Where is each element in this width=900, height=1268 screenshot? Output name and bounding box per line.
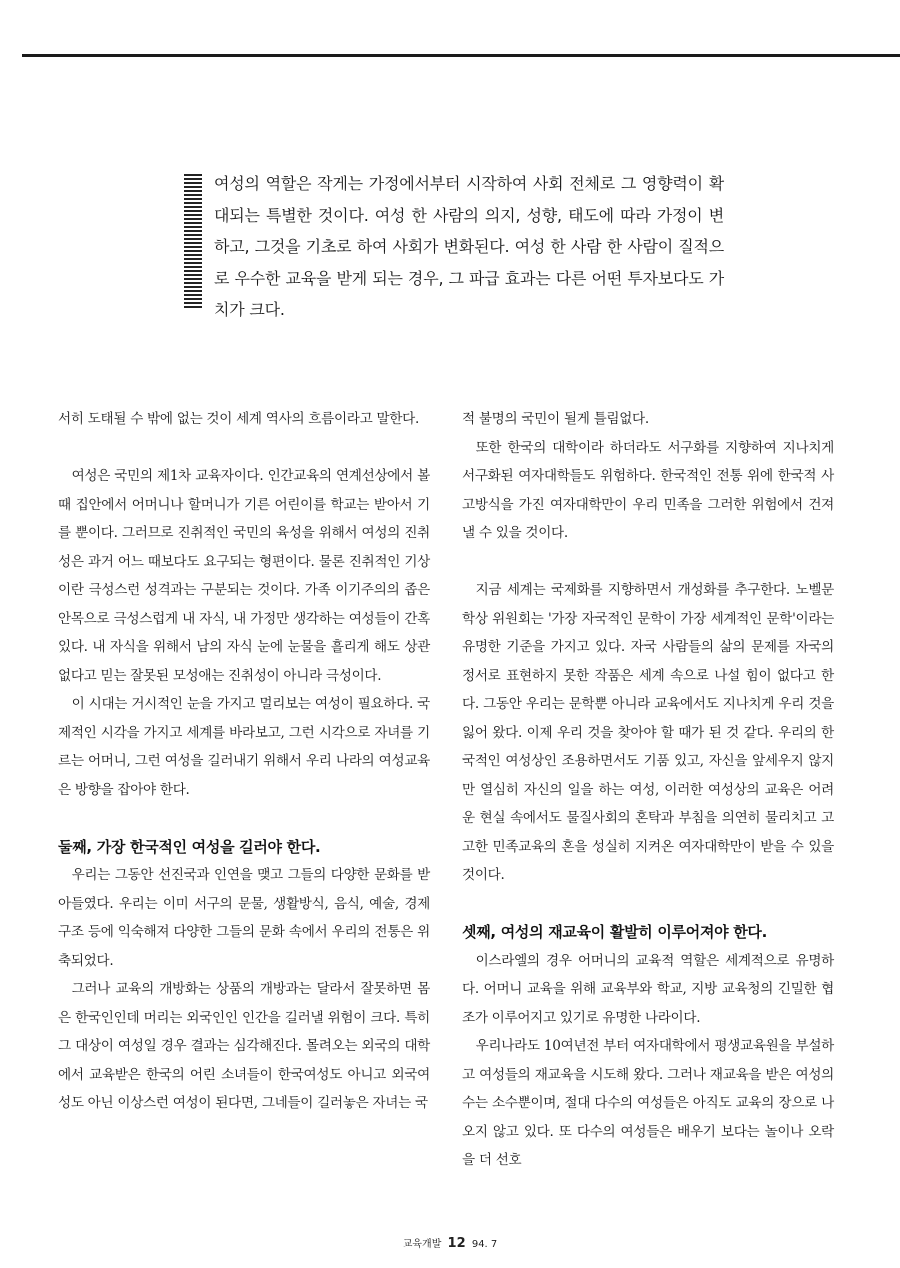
right-paragraph-1: 적 불명의 국민이 될게 틀림없다. xyxy=(462,411,649,427)
right-paragraph-2: 또한 한국의 대학이라 하더라도 서구화를 지향하여 지나치게 서구화된 여자대학들도 위험하다. 한국적인 전통 위에 한국적 사고방식을 가진 여자대학만이 우리 민족을 그러한 위험에서 건져낼 수 있을 것이다. xyxy=(462,439,834,541)
section-heading-3: 셋째, 여성의 재교육이 활발히 이루어져야 한다. xyxy=(462,923,768,941)
left-column xyxy=(58,405,430,1118)
right-column xyxy=(462,405,834,1175)
left-paragraph-5: 그러나 교육의 개방화는 상품의 개방과는 달라서 잘못하면 몸은 한국인인데 머리는 외국인인 인간을 길러낼 위험이 크다. 특히 그 대상이 여성일 경우 결과는 심각해진다. 몰려오는 외국의 대학에서 교육받은 한국의 어린 소녀들이 한국여성도 아니고 외국여성도 아닌 이상스런 여성이 된다면, 그네들이 길러놓은 자녀는 국 xyxy=(58,981,430,1111)
issue-date: 94. 7 xyxy=(471,1239,498,1250)
right-paragraph-3: 지금 세계는 국제화를 지향하면서 개성화를 추구한다. 노벨문학상 위원회는 '가장 자국적인 문학이 가장 세계적인 문학'이라는 유명한 기준을 가지고 있다. 자국 사람들의 삶의 문제를 자국의 정서로 표현하지 못한 작품은 세계 속으로 나설 힘이 없다고 한다. 그동안 우리는 문학뿐 아니라 교육에서도 지나치게 우리 것을 잃어 왔다. 이제 우리 것을 찾아야 할 때가 된 것 같다. 우리의 한국적인 여성상인 조용하면서도 기품 있고, 자신을 앞세우지 않지만 열심히 자신의 일을 하는 여성, 이러한 여성상의 교육은 어려운 현실 속에서도 물질사회의 혼탁과 부침을 의연히 물리치고 고고한 민족교육의 혼을 성실히 지켜온 여자대학만이 받을 수 있을 것이다. xyxy=(462,582,834,883)
left-paragraph-2: 여성은 국민의 제1차 교육자이다. 인간교육의 연계선상에서 볼 때 집안에서 어머니나 할머니가 기른 어린이를 학교는 받아서 기를 뿐이다. 그러므로 진취적인 국민의 육성을 위해서 여성의 진취성은 과거 어느 때보다도 요구되는 형편이다. 물론 진취적인 기상이란 극성스런 성격과는 구분되는 것이다. 가족 이기주의의 좁은 안목으로 극성스럽게 내 자식, 내 가정만 생각하는 여성들이 간혹 있다. 내 자식을 위해서 남의 자식 눈에 눈물을 흘리게 해도 상관없다고 믿는 잘못된 모성애는 진취성이 아니라 극성이다. xyxy=(58,468,430,684)
pull-quote xyxy=(184,168,724,326)
journal-name: 교육개발 xyxy=(402,1239,442,1250)
right-paragraph-4: 이스라엘의 경우 어머니의 교육적 역할은 세계적으로 유명하다. 어머니 교육을 위해 교육부와 학교, 지방 교육청의 긴밀한 협조가 이루어지고 있기로 유명한 나라이다. xyxy=(462,952,834,1026)
page-number: 12 xyxy=(447,1236,466,1251)
left-paragraph-4: 우리는 그동안 선진국과 인연을 맺고 그들의 다양한 문화를 받아들였다. 우리는 이미 서구의 문물, 생활방식, 음식, 예술, 경제구조 등에 익숙해져 다양한 그들의 문화 속에서 우리의 전통은 위축되었다. xyxy=(58,867,430,969)
section-heading-2: 둘째, 가장 한국적인 여성을 길러야 한다. xyxy=(58,837,321,856)
pull-quote-bar xyxy=(184,174,202,308)
top-rule xyxy=(22,54,900,57)
left-paragraph-1: 서히 도태될 수 밖에 없는 것이 세계 역사의 흐름이라고 말한다. xyxy=(58,411,419,427)
page-footer xyxy=(0,1235,900,1251)
pull-quote-text: 여성의 역할은 작게는 가정에서부터 시작하여 사회 전체로 그 영향력이 확대되는 특별한 것이다. 여성 한 사람의 의지, 성향, 태도에 따라 가정이 변하고, 그것을 기초로 하여 사회가 변화된다. 여성 한 사람 한 사람이 질적으로 우수한 교육을 받게 되는 경우, 그 파급 효과는 다른 어떤 투자보다도 가치가 크다. xyxy=(214,174,724,319)
left-paragraph-3: 이 시대는 거시적인 눈을 가지고 멀리보는 여성이 필요하다. 국제적인 시각을 가지고 세계를 바라보고, 그런 시각으로 자녀를 기르는 어머니, 그런 여성을 길러내기 위해서 우리 나라의 여성교육은 방향을 잡아야 한다. xyxy=(58,696,430,798)
right-paragraph-5: 우리나라도 10여년전 부터 여자대학에서 평생교육원을 부설하고 여성들의 재교육을 시도해 왔다. 그러나 재교육을 받은 여성의 수는 소수뿐이며, 절대 다수의 여성들은 아직도 교육의 장으로 나오지 않고 있다. 또 다수의 여성들은 배우기 보다는 놀이나 오락을 더 선호 xyxy=(462,1038,834,1168)
